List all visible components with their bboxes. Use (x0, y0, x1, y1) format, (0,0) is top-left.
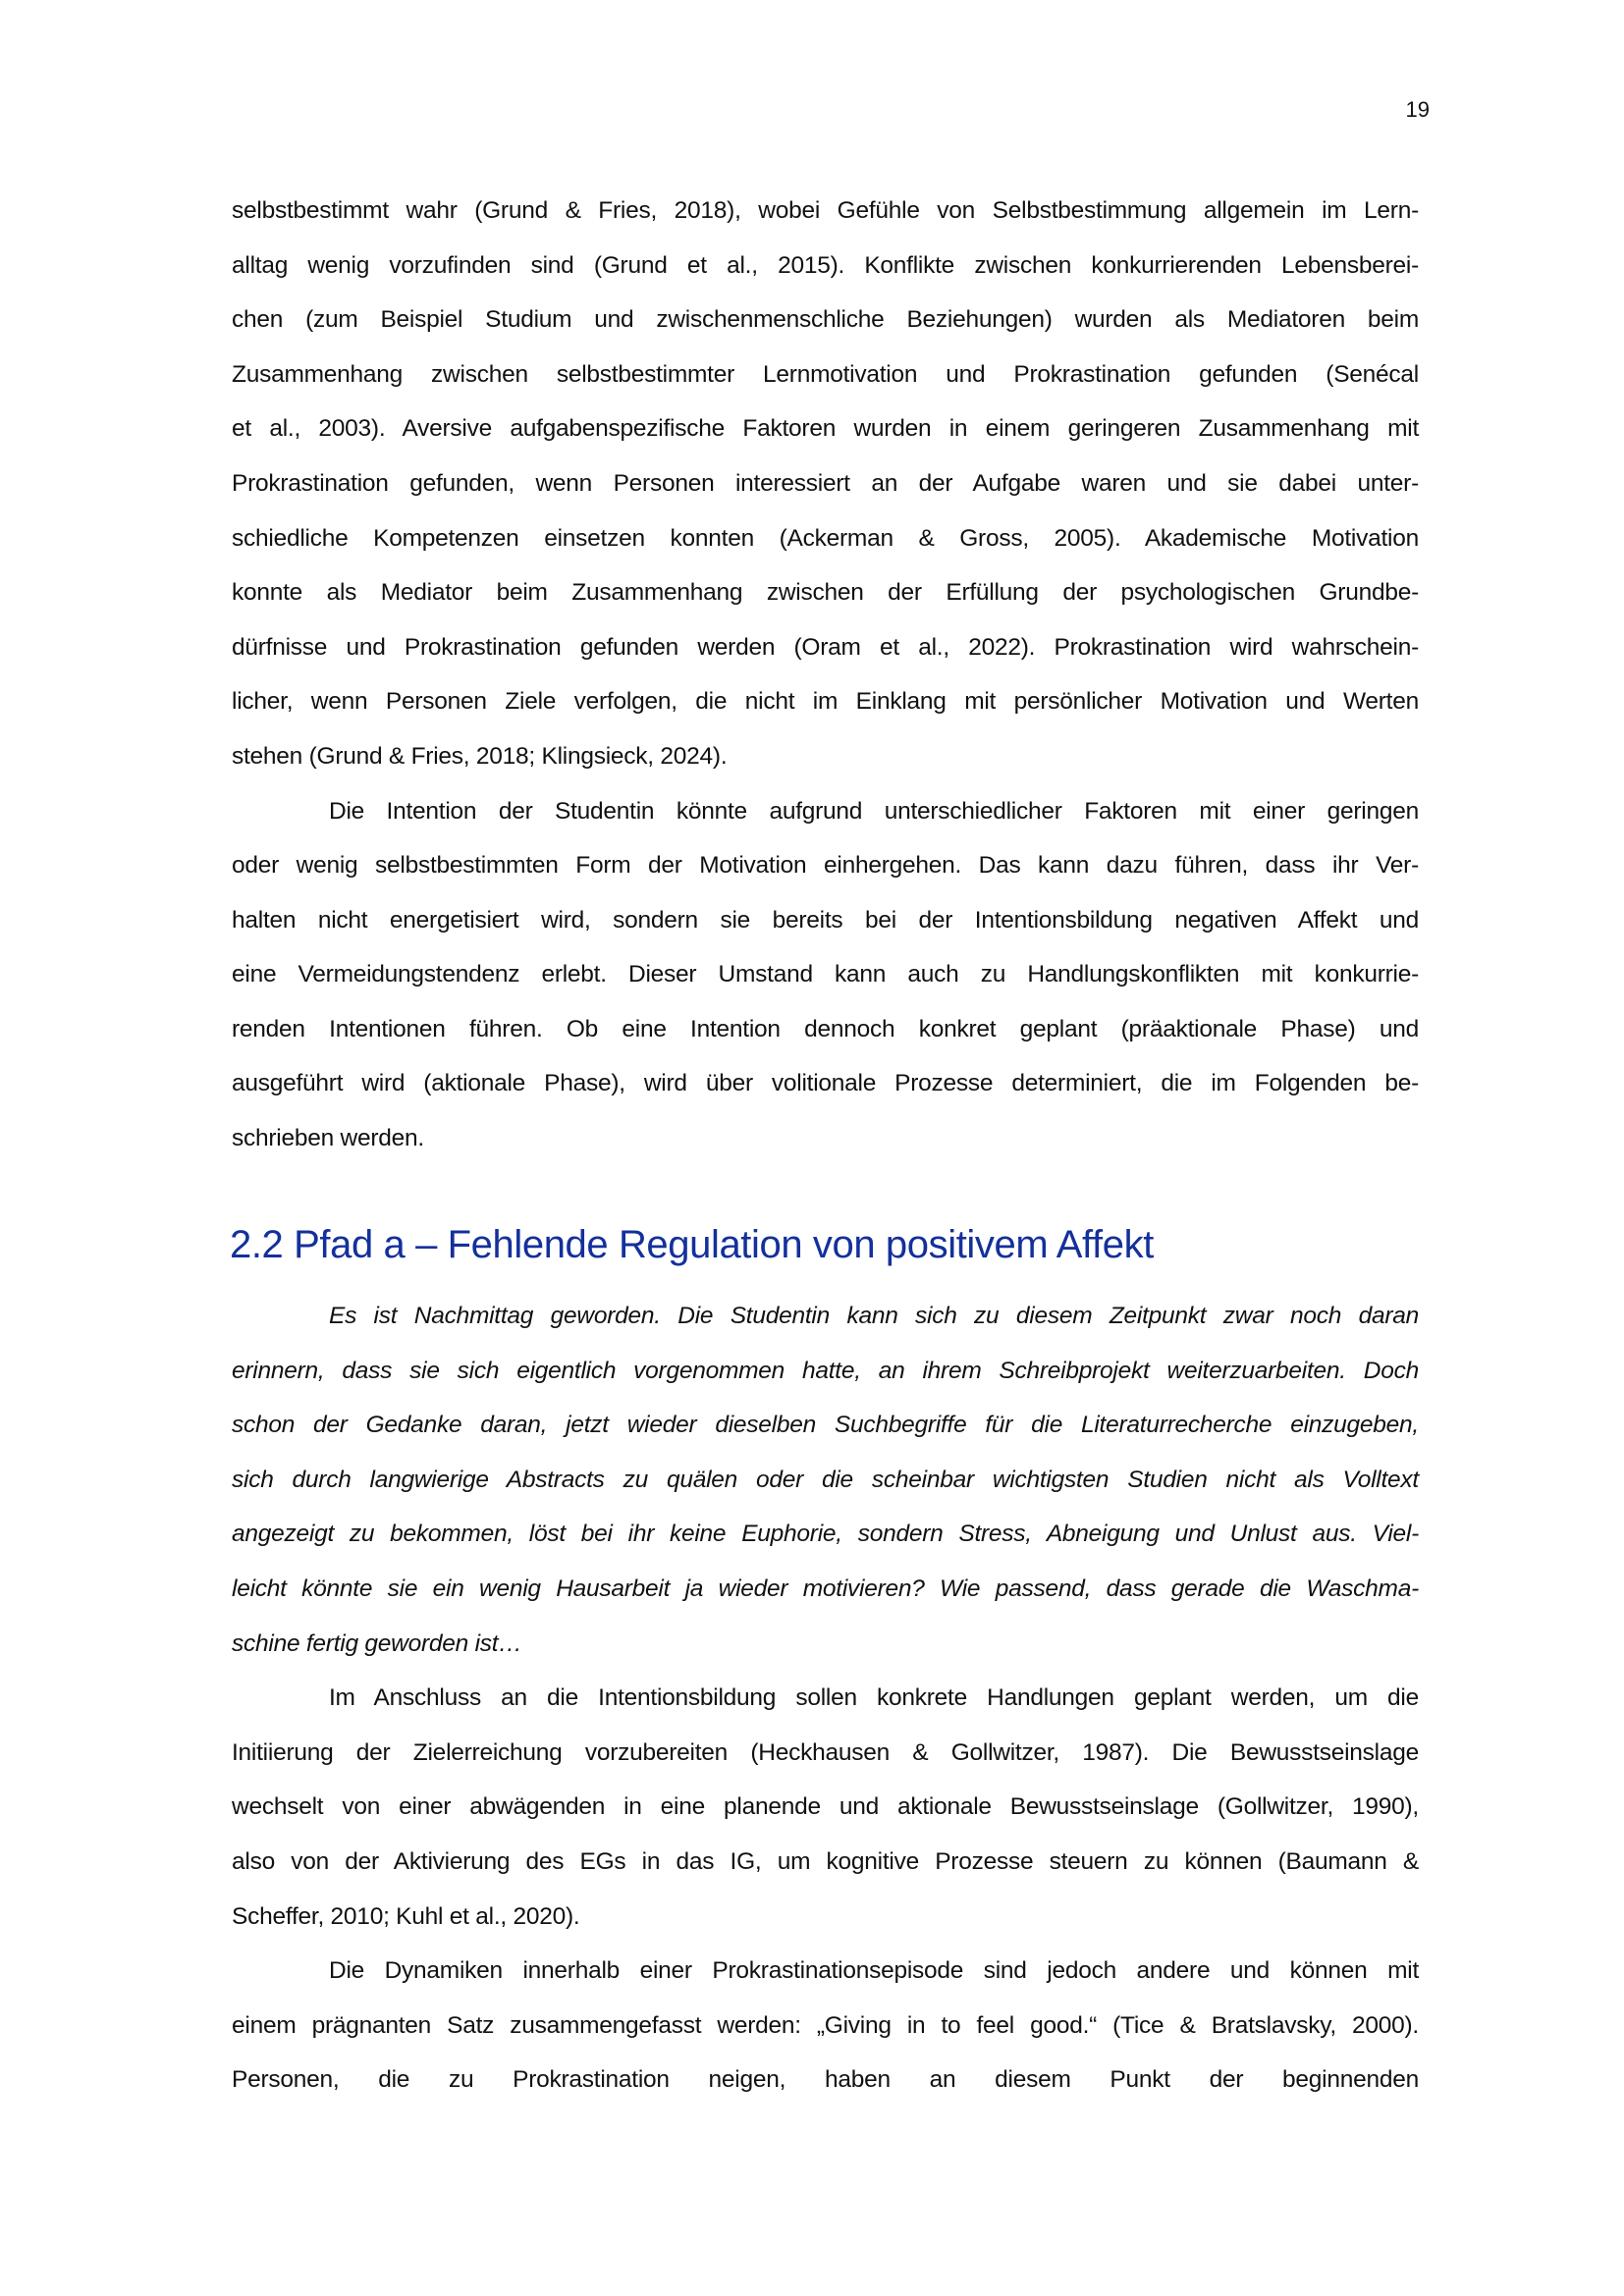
text-line: halten nicht energetisiert wird, sondern sie bereits bei der Intentionsbildung negativen Affekt und (232, 907, 1419, 934)
text-line: wechselt von einer abwägenden in eine planende und aktionale Bewusstseinslage (Gollwitzer, 1990), (232, 1793, 1419, 1820)
text-line: ausgeführt wird (aktionale Phase), wird über volitionale Prozesse determiniert, die im Folgenden be- (232, 1070, 1419, 1096)
text-line: selbstbestimmt wahr (Grund & Fries, 2018), wobei Gefühle von Selbstbestimmung allgemein im Lern- (232, 197, 1419, 224)
text-line: stehen (Grund & Fries, 2018; Klingsieck, 2024). (232, 743, 728, 770)
text-line: einem prägnanten Satz zusammengefasst werden: „Giving in to feel good.“ (Tice & Bratslavsky, 2000). (232, 2012, 1419, 2039)
text-line: Im Anschluss an die Intentionsbildung sollen konkrete Handlungen geplant werden, um die (329, 1684, 1419, 1711)
text-line: leicht könnte sie ein wenig Hausarbeit ja wieder motivieren? Wie passend, dass gerade die Waschma- (232, 1575, 1419, 1602)
text-line: chen (zum Beispiel Studium und zwischenmenschliche Beziehungen) wurden als Mediatoren beim (232, 306, 1419, 333)
text-line: Die Intention der Studentin könnte aufgrund unterschiedlicher Faktoren mit einer geringen (329, 798, 1419, 825)
text-line: renden Intentionen führen. Ob eine Intention dennoch konkret geplant (präaktionale Phase) und (232, 1016, 1419, 1042)
text-line: konnte als Mediator beim Zusammenhang zwischen der Erfüllung der psychologischen Grundbe- (232, 579, 1419, 606)
text-line: oder wenig selbstbestimmten Form der Motivation einhergehen. Das kann dazu führen, dass ihr Ver- (232, 852, 1419, 879)
text-line: Scheffer, 2010; Kuhl et al., 2020). (232, 1903, 580, 1930)
text-line: dürfnisse und Prokrastination gefunden werden (Oram et al., 2022). Prokrastination wird wahrschein- (232, 634, 1419, 661)
text-line: angezeigt zu bekommen, löst bei ihr keine Euphorie, sondern Stress, Abneigung und Unlust aus. Viel- (232, 1521, 1419, 1547)
section-heading: 2.2 Pfad a – Fehlende Regulation von positivem Affekt (230, 1223, 1154, 1266)
text-line: Es ist Nachmittag geworden. Die Studentin kann sich zu diesem Zeitpunkt zwar noch daran (329, 1303, 1419, 1329)
text-line: also von der Aktivierung des EGs in das IG, um kognitive Prozesse steuern zu können (Baumann & (232, 1848, 1419, 1875)
text-line: eine Vermeidungstendenz erlebt. Dieser Umstand kann auch zu Handlungskonflikten mit konkurrie- (232, 961, 1419, 988)
text-line: alltag wenig vorzufinden sind (Grund et al., 2015). Konflikte zwischen konkurrierenden Lebensberei- (232, 252, 1419, 279)
text-line: Initiierung der Zielerreichung vorzubereiten (Heckhausen & Gollwitzer, 1987). Die Bewusstseinslage (232, 1739, 1419, 1766)
text-line: schine fertig geworden ist… (232, 1630, 522, 1657)
text-line: erinnern, dass sie sich eigentlich vorgenommen hatte, an ihrem Schreibprojekt weiterzuarbeiten. Doch (232, 1358, 1419, 1384)
text-line: Personen, die zu Prokrastination neigen, haben an diesem Punkt der beginnenden (232, 2066, 1419, 2093)
text-line: et al., 2003). Aversive aufgabenspezifische Faktoren wurden in einem geringeren Zusammenhang mit (232, 415, 1419, 442)
text-line: Zusammenhang zwischen selbstbestimmter Lernmotivation und Prokrastination gefunden (Senécal (232, 361, 1419, 388)
text-line: schrieben werden. (232, 1125, 424, 1151)
page-number: 19 (1405, 97, 1430, 122)
text-line: schon der Gedanke daran, jetzt wieder dieselben Suchbegriffe für die Literaturrecherche einzugeben, (232, 1412, 1419, 1438)
text-line: Prokrastination gefunden, wenn Personen interessiert an der Aufgabe waren und sie dabei unter- (232, 470, 1419, 497)
text-line: Die Dynamiken innerhalb einer Prokrastinationsepisode sind jedoch andere und können mit (329, 1957, 1419, 1984)
text-line: schiedliche Kompetenzen einsetzen konnten (Ackerman & Gross, 2005). Akademische Motivation (232, 525, 1419, 552)
text-line: sich durch langwierige Abstracts zu quälen oder die scheinbar wichtigsten Studien nicht als Volltext (232, 1467, 1419, 1493)
text-line: licher, wenn Personen Ziele verfolgen, die nicht im Einklang mit persönlicher Motivation und Werten (232, 688, 1419, 715)
